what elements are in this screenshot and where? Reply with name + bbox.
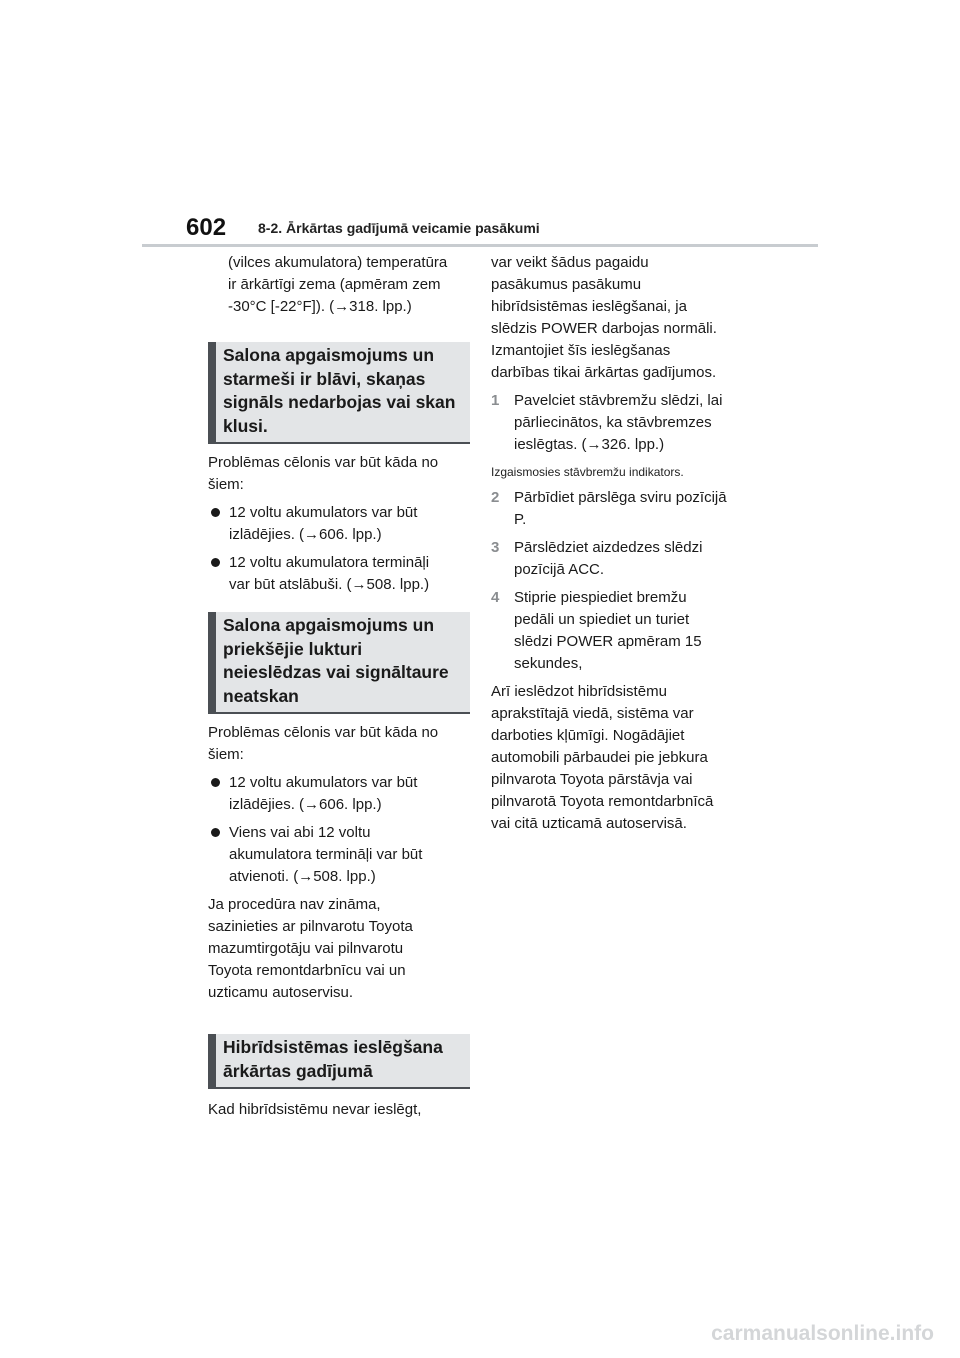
text-line: Pavelciet stāvbremžu slēdzi, lai <box>514 392 723 409</box>
step-item <box>491 390 753 456</box>
causes-paragraph <box>208 722 470 766</box>
text-line: pilnvarota Toyota pārstāvja vai <box>491 771 693 788</box>
text-line: sekundes, <box>514 655 583 672</box>
text-line: Viens vai abi 12 voltu <box>229 824 371 841</box>
step-number: 2 <box>491 489 500 506</box>
text-line: P. <box>514 511 527 528</box>
text-line: izlādējies. (→606. lpp.) <box>229 796 382 813</box>
intro-paragraph <box>491 252 753 384</box>
bullet-item <box>208 772 470 816</box>
text-line: pārliecinātos, ka stāvbremzes <box>514 414 712 431</box>
step-number: 3 <box>491 539 500 556</box>
heading-line: Salona apgaismojums un <box>223 615 435 635</box>
text-line: var veikt šādus pagaidu <box>491 254 649 271</box>
heading-hybrid-start <box>208 1034 470 1089</box>
heading-no-lights <box>208 612 470 714</box>
hybrid-intro: Kad hibrīdsistēmu nevar ieslēgt, <box>208 1101 422 1118</box>
left-column <box>208 252 470 1121</box>
text-line: darbības tikai ārkārtas gadījumos. <box>491 364 717 381</box>
text-line: izlādējies. (→606. lpp.) <box>229 526 382 543</box>
text-line: 12 voltu akumulators var būt <box>229 774 418 791</box>
heading-line: ārkārtas gadījumā <box>223 1060 373 1081</box>
section-title: 8-2. Ārkārtas gadījumā veicamie pasākumi <box>258 220 540 236</box>
text-line: pasākumus pasākumu <box>491 276 642 293</box>
text-line: pedāli un spiediet un turiet <box>514 611 690 628</box>
step-number: 1 <box>491 392 500 409</box>
heading-dim-lights <box>208 342 470 444</box>
text-line: -30°C [-22°F]). (→318. lpp.) <box>228 298 412 315</box>
heading-line: priekšējie lukturi <box>223 638 363 659</box>
causes-paragraph <box>208 452 470 496</box>
text-line: slēdzis POWER darbojas normāli. <box>491 320 717 337</box>
intro-paragraph <box>208 252 470 318</box>
bullet-dot-icon <box>211 558 220 567</box>
text-line: Stiprie piespiediet bremžu <box>514 589 687 606</box>
heading-line: neatskan <box>223 685 299 706</box>
text-line: ieslēgtas. (→326. lpp.) <box>514 436 665 453</box>
text-line: Problēmas cēlonis var būt kāda no <box>208 724 439 741</box>
text-line: Arī ieslēdzot hibrīdsistēmu <box>491 683 667 700</box>
step-note: Izgaismosies stāvbremžu indikators. <box>491 465 684 479</box>
text-line: pilnvarotā Toyota remontdarbnīcā <box>491 793 714 810</box>
text-line: Pārbīdiet pārslēga sviru pozīcijā <box>514 489 727 506</box>
right-column <box>491 252 753 835</box>
text-line: Problēmas cēlonis var būt kāda no <box>208 454 439 471</box>
header-rule <box>142 244 818 247</box>
heading-line: Hibrīdsistēmas ieslēgšana <box>223 1037 443 1057</box>
text-line: (vilces akumulatora) temperatūra <box>228 254 448 271</box>
heading-line: klusi. <box>223 415 268 436</box>
closing-paragraph <box>491 681 753 835</box>
text-line: Izmantojiet šīs ieslēgšanas <box>491 342 671 359</box>
text-line: 12 voltu akumulators var būt <box>229 504 418 521</box>
text-line: hibrīdsistēmas ieslēgšanai, ja <box>491 298 687 315</box>
text-line: slēdzi POWER apmēram 15 <box>514 633 702 650</box>
bullet-item <box>208 822 470 888</box>
heading-line: Salona apgaismojums un <box>223 345 435 365</box>
text-line: aprakstītajā viedā, sistēma var <box>491 705 694 722</box>
text-line: uzticamu autoservisu. <box>208 984 354 1001</box>
bullet-dot-icon <box>211 778 220 787</box>
text-line: Ja procedūra nav zināma, <box>208 896 381 913</box>
text-line: 12 voltu akumulatora termināļi <box>229 554 430 571</box>
text-line: pozīcijā ACC. <box>514 561 605 578</box>
text-line: akumulatora termināļi var būt <box>229 846 423 863</box>
step-item <box>491 587 753 675</box>
text-line: atvienoti. (→508. lpp.) <box>229 868 376 885</box>
text-line: ir ārkārtīgi zema (apmēram zem <box>228 276 441 293</box>
text-line: var būt atslābuši. (→508. lpp.) <box>229 576 430 593</box>
bullet-dot-icon <box>211 508 220 517</box>
text-line: Toyota remontdarbnīcu vai un <box>208 962 406 979</box>
heading-line: neieslēdzas vai signāltaure <box>223 662 449 682</box>
bullet-dot-icon <box>211 828 220 837</box>
page-number: 602 <box>186 214 227 241</box>
contact-paragraph <box>208 894 470 1004</box>
text-line: darboties kļūmīgi. Nogādājiet <box>491 727 685 744</box>
step-item <box>491 487 753 531</box>
bullet-item <box>208 552 470 596</box>
text-line: Pārslēdziet aizdedzes slēdzi <box>514 539 703 556</box>
text-line: šiem: <box>208 746 244 763</box>
step-number: 4 <box>491 589 500 606</box>
text-line: automobili pārbaudei pie jebkura <box>491 749 708 766</box>
text-line: mazumtirgotāju vai pilnvarotu <box>208 940 404 957</box>
text-line: sazinieties ar pilnvarotu Toyota <box>208 918 413 935</box>
watermark: carmanualsonline.info <box>711 1322 934 1345</box>
text-line: šiem: <box>208 476 244 493</box>
bullet-item <box>208 502 470 546</box>
step-item <box>491 537 753 581</box>
heading-line: signāls nedarbojas vai skan <box>223 392 456 412</box>
text-line: vai citā uzticamā autoservisā. <box>491 815 687 832</box>
heading-line: starmeši ir blāvi, skaņas <box>223 368 426 389</box>
